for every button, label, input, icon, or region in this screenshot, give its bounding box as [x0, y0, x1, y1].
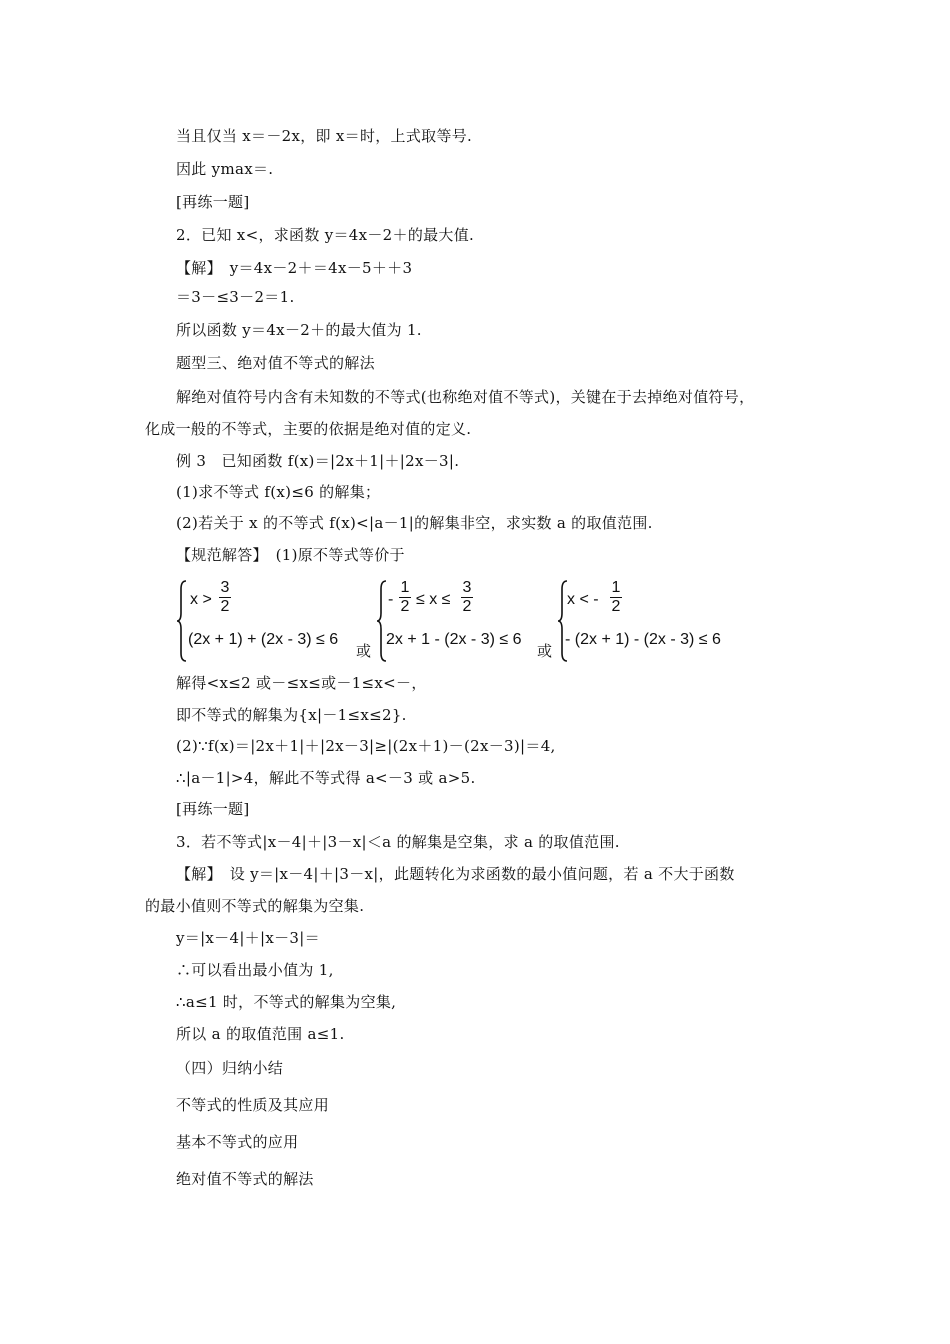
system-2-mid: ≤ x ≤ [416, 591, 451, 608]
text-line: ∴可以看出最小值为 1, [176, 961, 334, 979]
system-2-bottom: 2x + 1 - (2x - 3) ≤ 6 [386, 631, 522, 648]
or-word: 或 [537, 642, 553, 660]
fraction [398, 579, 412, 616]
text-line: ∴|a－1|>4，解此不等式得 a<－3 或 a>5. [176, 769, 476, 787]
system-3-bottom: - (2x + 1) - (2x - 3) ≤ 6 [565, 631, 721, 648]
fraction [218, 579, 232, 616]
system-1-bottom: (2x + 1) + (2x - 3) ≤ 6 [188, 631, 339, 648]
text-line: 解得<x≤2 或－≤x≤或－1≤x<－， [176, 674, 427, 692]
inequality-system-1 [176, 579, 366, 663]
summary-item: 绝对值不等式的解法 [176, 1170, 314, 1188]
text-line: 所以 a 的取值范围 a≤1. [176, 1025, 345, 1043]
denominator: 2 [220, 598, 230, 615]
text-line: 即不等式的解集为{x|－1≤x≤2}. [176, 706, 407, 724]
system-2-minus: - [388, 591, 394, 608]
text-line: (2)若关于 x 的不等式 f(x)<|a－1|的解集非空，求实数 a 的取值范围. [176, 514, 653, 532]
text-line: ∴a≤1 时，不等式的解集为空集, [176, 993, 397, 1011]
text-line: y＝|x－4|＋|x－3|＝ [176, 929, 320, 947]
example-title: 例 3 已知函数 f(x)＝|2x＋1|＋|2x－3|. [176, 452, 460, 470]
text-line: 当且仅当 x＝－2x，即 x＝时，上式取等号. [176, 127, 473, 145]
section-heading: 题型三、绝对值不等式的解法 [176, 354, 375, 372]
denominator: 2 [462, 598, 472, 615]
solution-line: ＝3－≤3－2＝1. [176, 288, 295, 306]
text-line: 【规范解答】 (1)原不等式等价于 [176, 546, 405, 564]
text-line: 所以函数 y＝4x－2＋的最大值为 1. [176, 321, 422, 339]
system-3-top-lhs: x < - [567, 591, 599, 608]
system-1-top-lhs: x > [190, 591, 212, 608]
fraction [609, 579, 623, 616]
solution-line: 的最小值则不等式的解集为空集. [145, 897, 365, 915]
left-brace-icon [376, 579, 388, 663]
text-line: (1)求不等式 f(x)≤6 的解集； [176, 483, 381, 501]
numerator: 3 [462, 579, 472, 596]
solution-line: 【解】 设 y＝|x－4|＋|3－x|，此题转化为求函数的最小值问题，若 a 不大于函数 [176, 865, 735, 883]
paragraph-line: 化成一般的不等式，主要的依据是绝对值的定义. [145, 420, 472, 438]
inequality-system-3 [557, 579, 747, 663]
text-line: (2)∵f(x)＝|2x＋1|＋|2x－3|≥|(2x＋1)－(2x－3)|＝4, [176, 737, 556, 755]
problem-statement: 2．已知 x<，求函数 y＝4x－2＋的最大值. [176, 226, 475, 244]
numerator: 3 [220, 579, 230, 596]
paragraph-line: 解绝对值符号内含有未知数的不等式(也称绝对值不等式)，关键在于去掉绝对值符号， [176, 388, 755, 406]
fraction [460, 579, 474, 616]
inequality-system-2 [376, 579, 536, 663]
numerator: 1 [611, 579, 621, 596]
summary-item: 基本不等式的应用 [176, 1133, 299, 1151]
section-label: [再练一题] [176, 800, 250, 818]
section-heading: （四）归纳小结 [176, 1059, 284, 1077]
problem-statement: 3．若不等式|x－4|＋|3－x|＜a 的解集是空集，求 a 的取值范围. [176, 833, 620, 851]
denominator: 2 [400, 598, 410, 615]
text-line: 因此 ymax＝. [176, 160, 274, 178]
numerator: 1 [400, 579, 410, 596]
solution-line: 【解】 y＝4x－2＋＝4x－5＋＋3 [176, 259, 413, 277]
denominator: 2 [611, 598, 621, 615]
or-word: 或 [356, 642, 372, 660]
section-label: [再练一题] [176, 193, 250, 211]
left-brace-icon [176, 579, 188, 663]
summary-item: 不等式的性质及其应用 [176, 1096, 330, 1114]
